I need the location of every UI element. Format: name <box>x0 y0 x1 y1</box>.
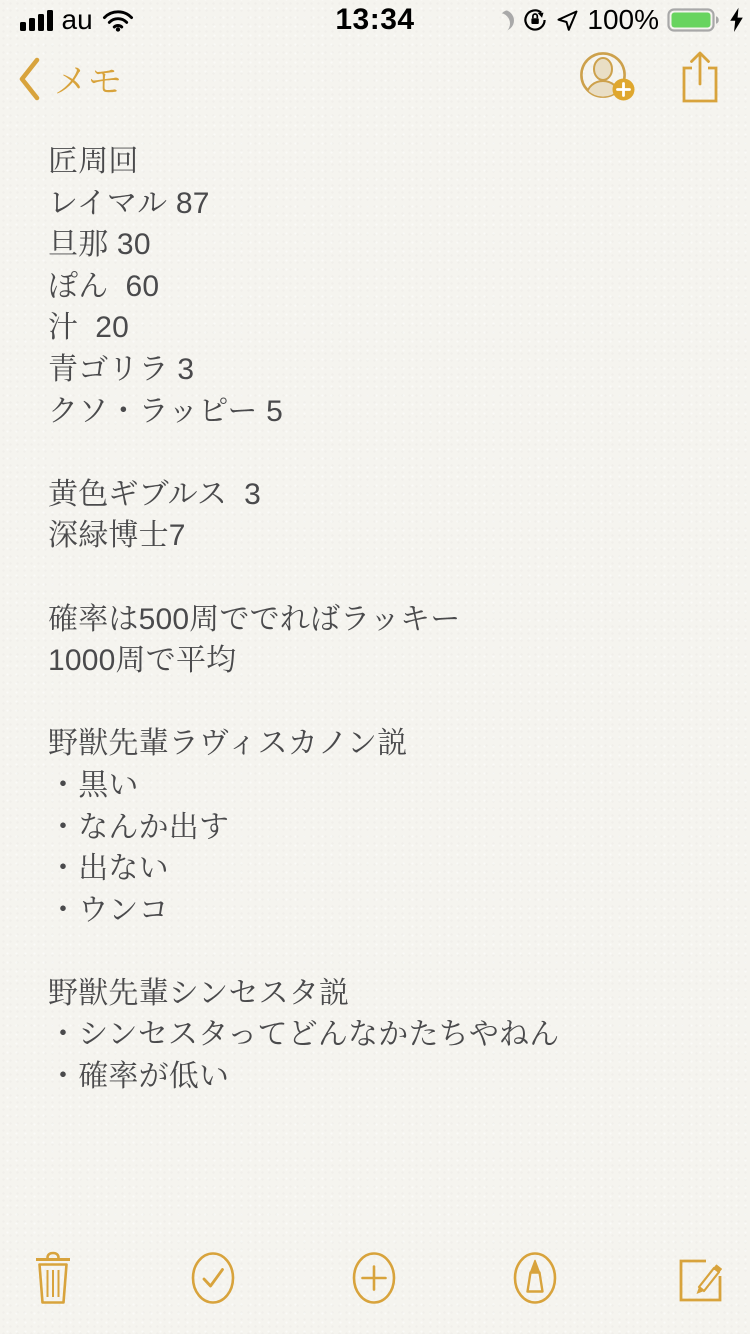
back-button-label: メモ <box>54 63 122 101</box>
charging-bolt-icon <box>729 7 744 33</box>
note-blank-line <box>48 931 722 973</box>
note-line: ・黒い <box>48 768 139 802</box>
note-line: 野獣先輩ラヴィスカノン説 <box>48 727 408 761</box>
note-blank-line <box>48 557 722 599</box>
note-line: 青ゴリラ 3 <box>48 352 195 386</box>
checklist-button[interactable] <box>189 1249 237 1307</box>
location-arrow-icon <box>556 9 579 32</box>
orientation-lock-icon <box>522 7 548 33</box>
bottom-toolbar <box>0 1238 750 1334</box>
note-line: 旦那 30 <box>48 228 151 262</box>
note-line: 1000周で平均 <box>48 644 237 678</box>
note-line: クソ・ラッピー 5 <box>48 394 284 428</box>
clock-label: 13:34 <box>335 3 415 36</box>
status-bar <box>0 0 750 40</box>
battery-percent-label: 100% <box>587 4 659 35</box>
note-line: ・ウンコ <box>48 893 169 927</box>
back-button[interactable] <box>16 54 122 103</box>
note-line: 汁 20 <box>48 311 130 345</box>
share-button[interactable] <box>676 48 724 106</box>
note-line: レイマル 87 <box>48 186 210 220</box>
note-line: 匠周回 <box>48 145 139 178</box>
nav-bar-right <box>576 48 724 106</box>
trash-button[interactable] <box>30 1249 76 1307</box>
add-note-item-button[interactable] <box>350 1249 398 1307</box>
note-line: ・シンセスタってどんなかたちやねん <box>48 1018 560 1052</box>
compose-button[interactable] <box>672 1250 726 1306</box>
status-bar-right <box>493 0 744 40</box>
moon-do-not-disturb-icon <box>493 10 514 31</box>
add-people-button[interactable] <box>576 48 638 106</box>
nav-bar <box>0 46 750 118</box>
note-line: 黄色ギブルス 3 <box>48 477 262 511</box>
battery-icon <box>667 8 721 32</box>
carrier-label: au <box>61 4 93 35</box>
note-line: 野獣先輩シンセスタ説 <box>48 976 350 1010</box>
note-text-area[interactable] <box>48 141 722 1098</box>
markup-pen-button[interactable] <box>511 1249 559 1307</box>
note-line: 深緑博士7 <box>48 519 186 553</box>
note-line: 確率は500周ででればラッキー <box>48 602 461 636</box>
note-line: ぽん 60 <box>48 269 160 303</box>
note-line: ・なんか出す <box>48 810 230 844</box>
note-blank-line <box>48 432 722 474</box>
note-blank-line <box>48 682 722 724</box>
chevron-left-icon <box>16 55 44 103</box>
note-line: ・出ない <box>48 852 169 886</box>
note-line: ・確率が低い <box>48 1060 230 1094</box>
